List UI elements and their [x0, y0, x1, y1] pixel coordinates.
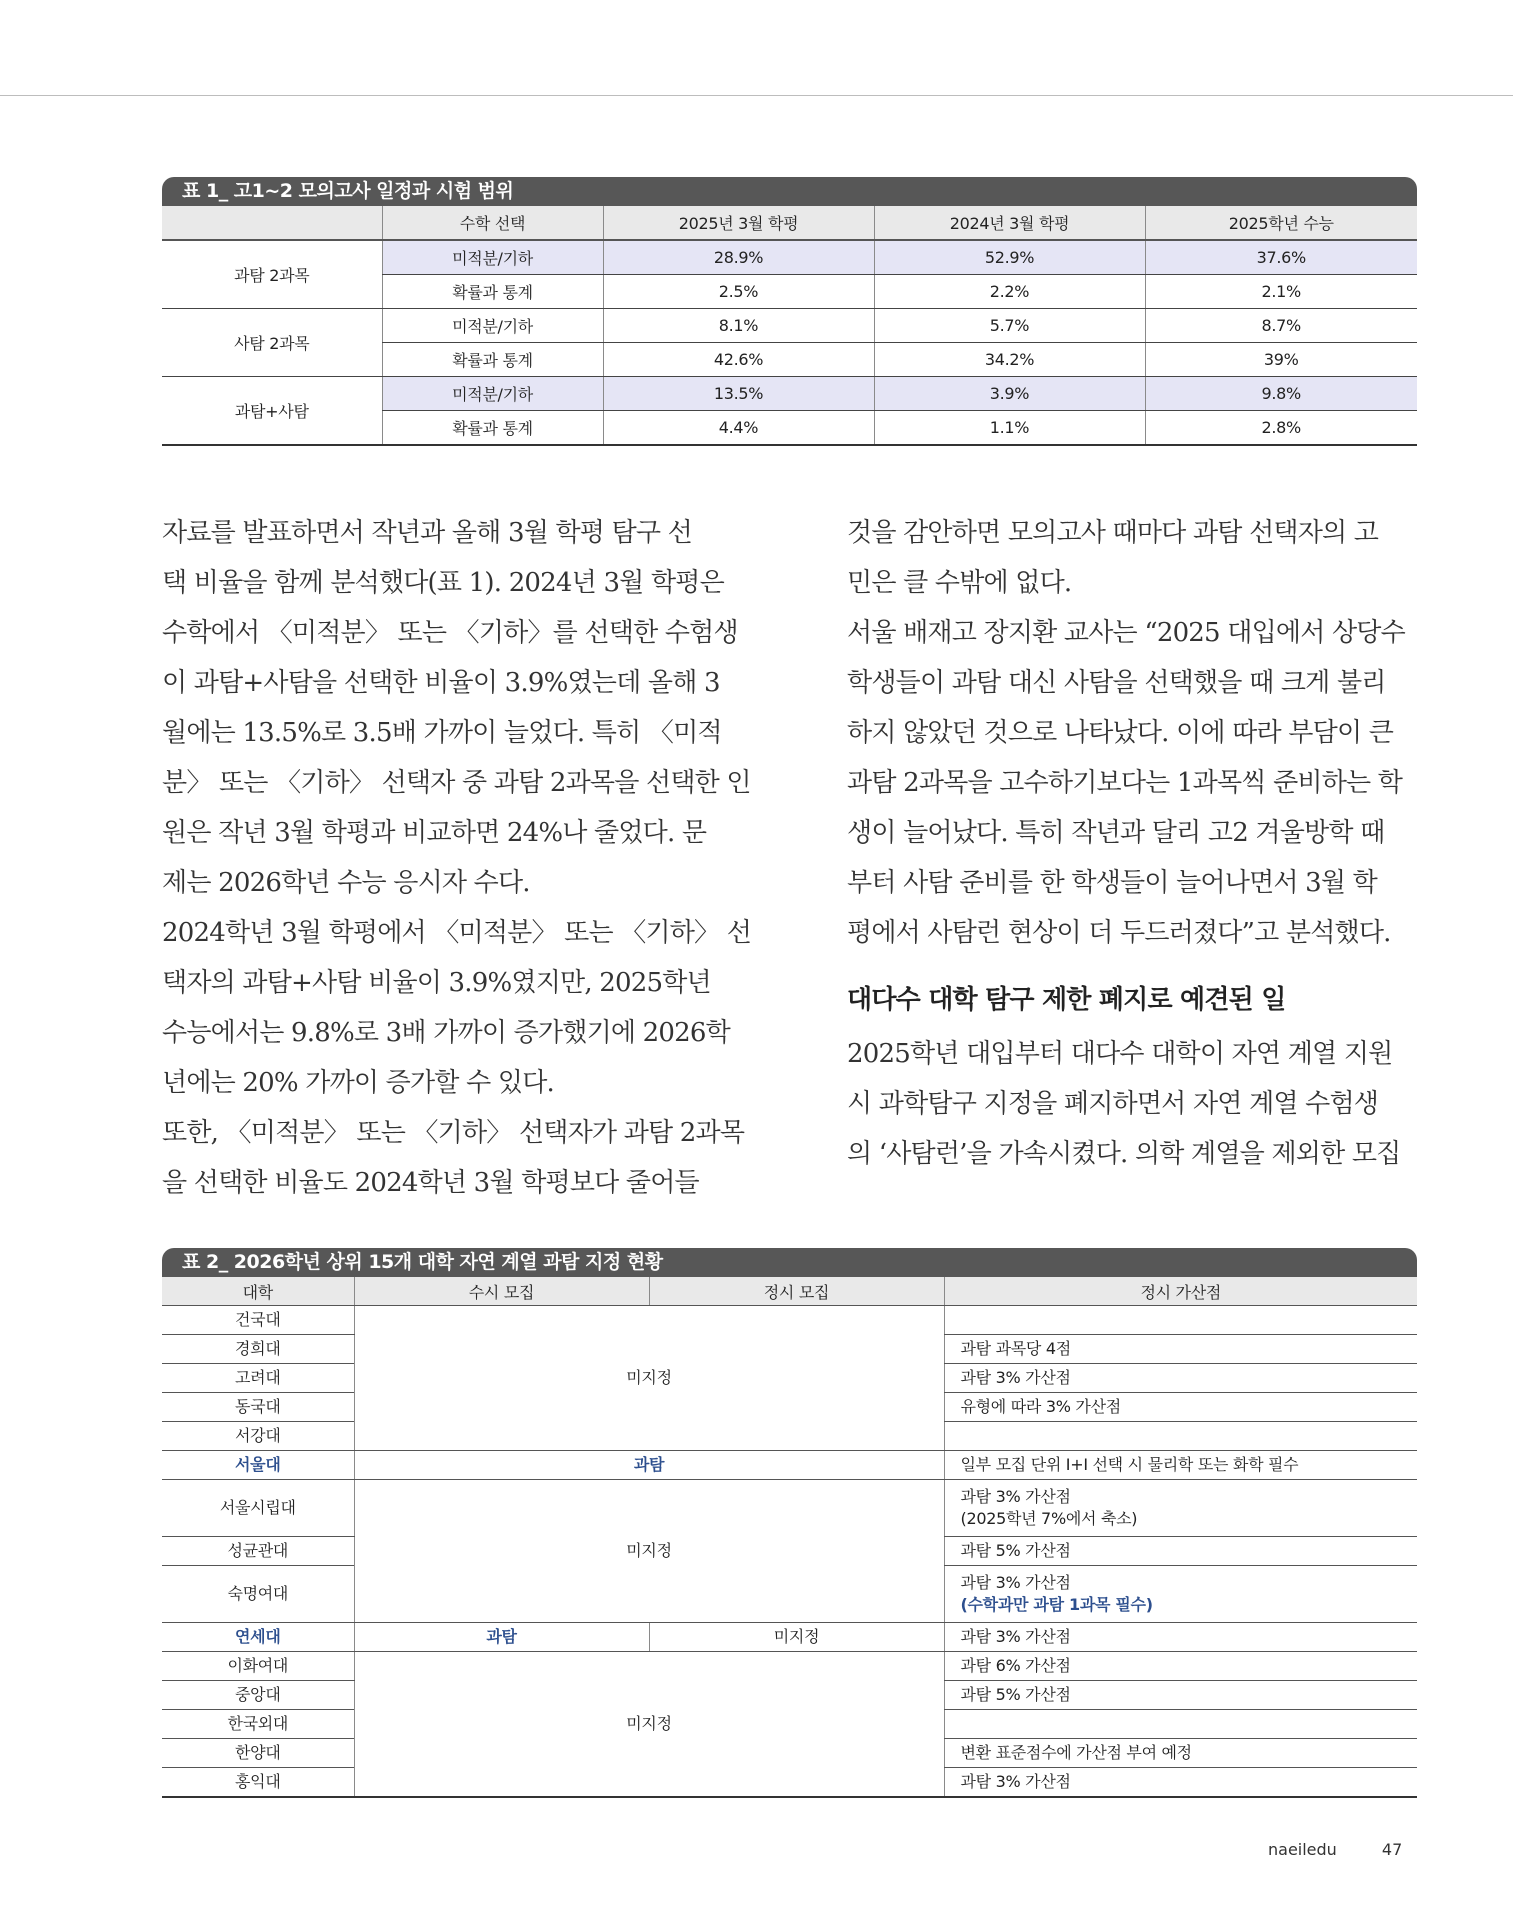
bonus-note-line: (2025학년 7%에서 축소) — [960, 1509, 1138, 1528]
table1-title: 표 1_ 고1~2 모의고사 일정과 시험 범위 — [162, 177, 1417, 206]
bonus-note — [944, 1566, 1417, 1623]
paragraph-line: 원은 작년 3월 학평과 비교하면 24%나 줄었다. 문 — [162, 818, 707, 848]
bonus-note: 과탐 6% 가산점 — [944, 1652, 1417, 1681]
table1-header-row — [162, 206, 1417, 240]
university-name: 홍익대 — [162, 1768, 354, 1798]
university-name: 한양대 — [162, 1739, 354, 1768]
paragraph-line: 택자의 과탐+사탐 비율이 3.9%였지만, 2025학년 — [162, 968, 711, 998]
section-heading: 대다수 대학 탐구 제한 폐지로 예견된 일 — [847, 985, 1286, 1015]
table2-header-bonus: 정시 가산점 — [944, 1277, 1417, 1306]
university-name-highlight: 연세대 — [162, 1623, 354, 1652]
value-cell: 9.8% — [1145, 377, 1417, 411]
math-choice: 미적분/기하 — [382, 309, 603, 343]
bonus-note: 변환 표준점수에 가산점 부여 예정 — [944, 1739, 1417, 1768]
table2 — [162, 1277, 1417, 1798]
bonus-note: 과탐 5% 가산점 — [944, 1681, 1417, 1710]
math-choice: 확률과 통계 — [382, 411, 603, 446]
university-name: 동국대 — [162, 1393, 354, 1422]
value-cell: 52.9% — [874, 240, 1145, 275]
value-cell: 37.6% — [1145, 240, 1417, 275]
group-label: 과탐 2과목 — [162, 240, 382, 309]
paragraph-line: 이 과탐+사탐을 선택한 비율이 3.9%였는데 올해 3 — [162, 668, 720, 698]
page-number: 47 — [1381, 1840, 1403, 1859]
table2-header-susi: 수시 모집 — [354, 1277, 649, 1306]
table2-header-row — [162, 1277, 1417, 1306]
paragraph-line: 2024학년 3월 학평에서 〈미적분〉 또는 〈기하〉 선 — [162, 918, 752, 948]
paragraph-line: 생이 늘어났다. 특히 작년과 달리 고2 겨울방학 때 — [847, 818, 1385, 848]
paragraph-line: 자료를 발표하면서 작년과 올해 3월 학평 탐구 선 — [162, 518, 692, 548]
designation-cell: 과탐 — [354, 1451, 944, 1480]
paragraph-line: 평에서 사탐런 현상이 더 두드러졌다”고 분석했다. — [847, 918, 1391, 948]
math-choice: 확률과 통계 — [382, 275, 603, 309]
table1-header-math: 수학 선택 — [382, 206, 603, 240]
bonus-note: 과탐 과목당 4점 — [944, 1335, 1417, 1364]
university-name: 건국대 — [162, 1306, 354, 1335]
paragraph-line: 을 선택한 비율도 2024학년 3월 학평보다 줄어들 — [162, 1168, 699, 1198]
university-name-highlight: 서울대 — [162, 1451, 354, 1480]
bonus-note: 일부 모집 단위 Ⅰ+Ⅰ 선택 시 물리학 또는 화학 필수 — [944, 1451, 1417, 1480]
table-row — [162, 1623, 1417, 1652]
group-label: 사탐 2과목 — [162, 309, 382, 377]
paragraph-line: 수능에서는 9.8%로 3배 가까이 증가했기에 2026학 — [162, 1018, 730, 1048]
value-cell: 2.5% — [603, 275, 874, 309]
table1-header-blank — [162, 206, 382, 240]
paragraph-line: 과탐 2과목을 고수하기보다는 1과목씩 준비하는 학 — [847, 768, 1403, 798]
value-cell: 5.7% — [874, 309, 1145, 343]
table2-header-jeongsi: 정시 모집 — [649, 1277, 944, 1306]
paragraph-line: 분〉 또는 〈기하〉 선택자 중 과탐 2과목을 선택한 인 — [162, 768, 751, 798]
value-cell: 28.9% — [603, 240, 874, 275]
table-row — [162, 377, 1417, 411]
designation-cell: 미지정 — [354, 1652, 944, 1798]
table1 — [162, 206, 1417, 446]
bonus-note-line: 과탐 3% 가산점 — [960, 1487, 1071, 1506]
value-cell: 8.7% — [1145, 309, 1417, 343]
bonus-note-line-highlight: (수학과만 과탐 1과목 필수) — [960, 1595, 1153, 1614]
table-row — [162, 1451, 1417, 1480]
page-footer — [1268, 1840, 1402, 1859]
table1-header-2025-csat: 2025학년 수능 — [1145, 206, 1417, 240]
paragraph-line: 서울 배재고 장지환 교사는 “2025 대입에서 상당수 — [847, 618, 1405, 648]
value-cell: 3.9% — [874, 377, 1145, 411]
bonus-note: 과탐 3% 가산점 — [944, 1623, 1417, 1652]
university-name: 고려대 — [162, 1364, 354, 1393]
paragraph-line: 또한, 〈미적분〉 또는 〈기하〉 선택자가 과탐 2과목 — [162, 1118, 745, 1148]
group-label: 과탐+사탐 — [162, 377, 382, 446]
paragraph-line: 부터 사탐 준비를 한 학생들이 늘어나면서 3월 학 — [847, 868, 1377, 898]
paragraph-line: 수학에서 〈미적분〉 또는 〈기하〉를 선택한 수험생 — [162, 618, 738, 648]
university-name: 이화여대 — [162, 1652, 354, 1681]
value-cell: 34.2% — [874, 343, 1145, 377]
designation-cell: 미지정 — [649, 1623, 944, 1652]
math-choice: 미적분/기하 — [382, 377, 603, 411]
bonus-note-line: 과탐 3% 가산점 — [960, 1573, 1071, 1592]
university-name: 한국외대 — [162, 1710, 354, 1739]
table-row — [162, 1306, 1417, 1335]
value-cell: 2.8% — [1145, 411, 1417, 446]
paragraph-line: 학생들이 과탐 대신 사탐을 선택했을 때 크게 불리 — [847, 668, 1386, 698]
university-name: 숙명여대 — [162, 1566, 354, 1623]
university-name: 성균관대 — [162, 1537, 354, 1566]
paragraph-line: 년에는 20% 가까이 증가할 수 있다. — [162, 1068, 554, 1098]
table-row — [162, 240, 1417, 275]
university-name: 서강대 — [162, 1422, 354, 1451]
table2-header-university: 대학 — [162, 1277, 354, 1306]
value-cell: 1.1% — [874, 411, 1145, 446]
value-cell: 8.1% — [603, 309, 874, 343]
bonus-note: 유형에 따라 3% 가산점 — [944, 1393, 1417, 1422]
left-text-column — [162, 508, 752, 1208]
designation-cell: 미지정 — [354, 1480, 944, 1623]
bonus-note — [944, 1480, 1417, 1537]
paragraph-line: 의 ‘사탐런’을 가속시켰다. 의학 계열을 제외한 모집 — [847, 1139, 1401, 1169]
table-row — [162, 1652, 1417, 1681]
university-name: 경희대 — [162, 1335, 354, 1364]
right-text-column — [847, 508, 1422, 1179]
designation-cell: 미지정 — [354, 1306, 944, 1451]
value-cell: 39% — [1145, 343, 1417, 377]
university-name: 서울시립대 — [162, 1480, 354, 1537]
top-rule — [0, 95, 1513, 96]
value-cell: 4.4% — [603, 411, 874, 446]
value-cell: 2.1% — [1145, 275, 1417, 309]
bonus-note — [944, 1422, 1417, 1451]
table1-header-2024-mar: 2024년 3월 학평 — [874, 206, 1145, 240]
paragraph-line: 제는 2026학년 수능 응시자 수다. — [162, 868, 530, 898]
bonus-note: 과탐 5% 가산점 — [944, 1537, 1417, 1566]
paragraph-line: 2025학년 대입부터 대다수 대학이 자연 계열 지원 — [847, 1039, 1393, 1069]
value-cell: 42.6% — [603, 343, 874, 377]
bonus-note — [944, 1710, 1417, 1739]
paragraph-line: 것을 감안하면 모의고사 때마다 과탐 선택자의 고 — [847, 518, 1379, 548]
university-name: 중앙대 — [162, 1681, 354, 1710]
paragraph-line: 하지 않았던 것으로 나타났다. 이에 따라 부담이 큰 — [847, 718, 1394, 748]
paragraph-line: 월에는 13.5%로 3.5배 가까이 늘었다. 특히 〈미적 — [162, 718, 722, 748]
paragraph-line: 시 과학탐구 지정을 폐지하면서 자연 계열 수험생 — [847, 1089, 1379, 1119]
table1-header-2025-mar: 2025년 3월 학평 — [603, 206, 874, 240]
table-row — [162, 309, 1417, 343]
value-cell: 13.5% — [603, 377, 874, 411]
paragraph-line: 택 비율을 함께 분석했다(표 1). 2024년 3월 학평은 — [162, 568, 724, 598]
designation-cell: 과탐 — [354, 1623, 649, 1652]
paragraph-line: 민은 클 수밖에 없다. — [847, 568, 1072, 598]
value-cell: 2.2% — [874, 275, 1145, 309]
bonus-note: 과탐 3% 가산점 — [944, 1364, 1417, 1393]
table2-title: 표 2_ 2026학년 상위 15개 대학 자연 계열 과탐 지정 현황 — [162, 1248, 1417, 1277]
bonus-note: 과탐 3% 가산점 — [944, 1768, 1417, 1798]
footer-brand: naeiledu — [1268, 1840, 1337, 1859]
table-row — [162, 1480, 1417, 1537]
math-choice: 확률과 통계 — [382, 343, 603, 377]
math-choice: 미적분/기하 — [382, 240, 603, 275]
bonus-note — [944, 1306, 1417, 1335]
